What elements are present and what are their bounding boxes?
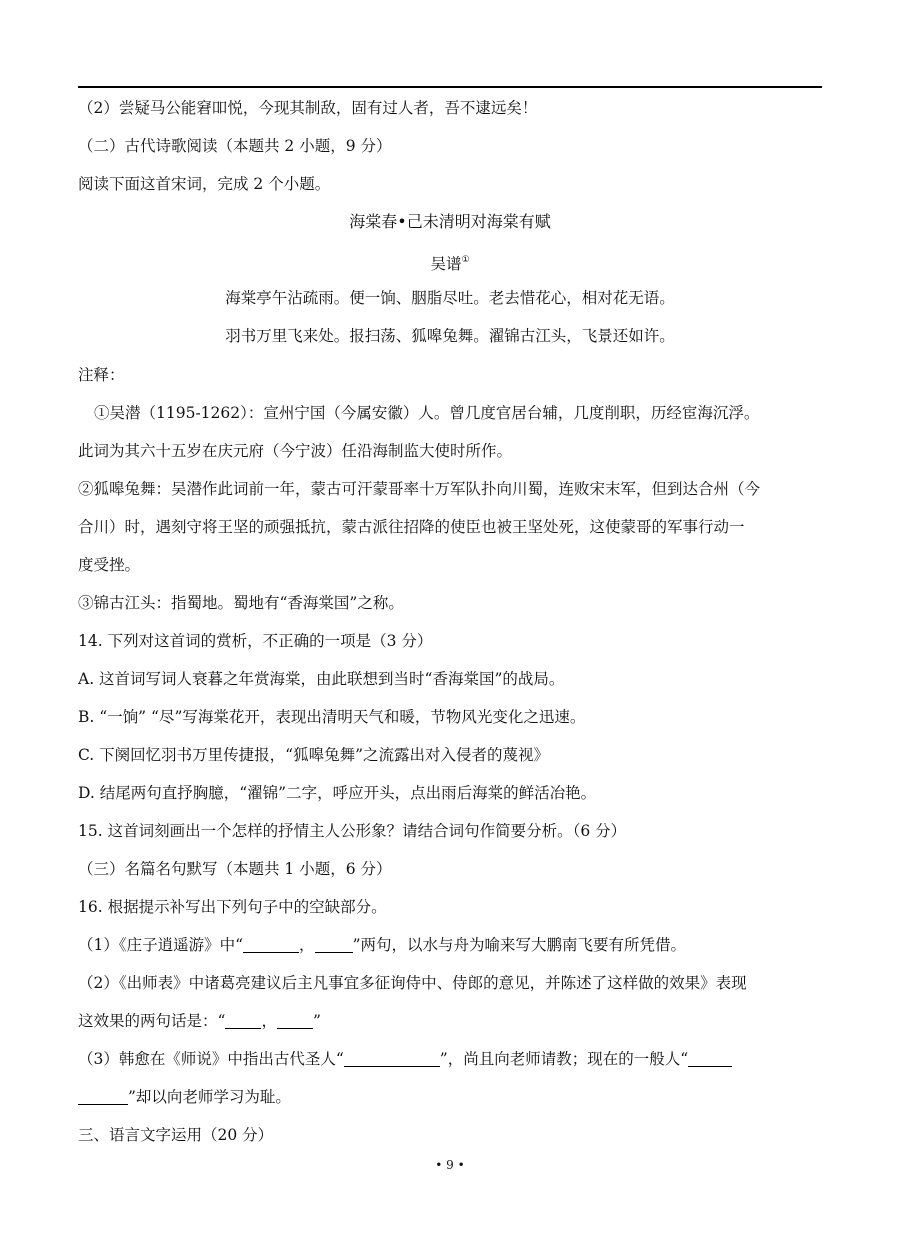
q16-part-1 [78,934,824,956]
q16-part-3 [78,1048,824,1070]
note-2: ②狐嗥兔舞：吴潜作此词前一年，蒙古可汗蒙哥率十万军队扑向川蜀，连败宋末军，但到达合州（今 [78,480,761,498]
text-line: （2）尝疑马公能窘吅悦，今现其制敌，固有过人者，吾不逮远矣！ [78,99,538,117]
poem-author [0,249,900,275]
instruction: 阅读下面这首宋词，完成 2 个小题。 [78,175,331,193]
q16-part-2-cont [78,1010,824,1032]
poem-line-2: 羽书万里飞来处。报扫荡、狐嗥兔舞。濯锦古江头，飞景还如许。 [225,327,675,345]
section-heading: （三）名篇名句默写（本题共 1 小题，6 分） [78,860,392,878]
option-b: B. “一饷” “尽”写海棠花开，表现出清明天气和暖，节物风光变化之迅速。 [78,708,586,726]
option-d: D. 结尾两句直抒胸臆，“濯锦”二字，呼应开头，点出雨后海棠的鲜活冶艳。 [78,784,597,802]
poem-line-1: 海棠亭午沾疏雨。便一饷、胭脂尽吐。老去惜花心，相对花无语。 [225,289,675,307]
q16-3-text: ”，尚且向老师请教；现在的一般人“ [439,1050,689,1068]
q16-1-text: （1）《庄子逍遥游》中“ [78,936,244,954]
q16-part-3-cont [78,1086,824,1108]
note-2-cont: 合川）时，遇刻守将王坚的顽强抵抗，蒙古派往招降的使臣也被王坚处死，这使蒙哥的军事行动一 [78,518,745,536]
answer-blank [243,936,299,953]
note-1: ①吴潜（1195-1262）：宣州宁国（今属安徽）人。曾几度官居台辅，几度削职，历经宦海沉浮。 [94,404,760,422]
section-heading: （二）古代诗歌阅读（本题共 2 小题，9 分） [78,137,392,155]
q16-1-text: ”两句，以水与舟为喻来写大鹏南飞要有所凭借。 [352,936,686,954]
answer-blank [315,936,353,953]
poem-title: 海棠春•己未清明对海棠有赋 [349,212,551,231]
footnote-marker: ① [461,255,470,265]
option-c: C. 下阕回忆羽书万里传捷报，“狐嗥兔舞”之流露出对入侵者的蔑视》 [78,746,550,764]
q16-1-sep: ， [299,936,315,954]
page-number: • 9 • [435,1158,465,1172]
option-a: A. 这首词写词人衰暮之年赏海棠，由此联想到当时“香海棠国”的战局。 [78,670,565,688]
question-15: 15. 这首词刻画出一个怎样的抒情主人公形象？请结合词句作简要分析。（6 分） [78,822,627,840]
question-14: 14. 下列对这首词的赏析，不正确的一项是（3 分） [78,632,433,650]
question-16: 16. 根据提示补写出下列句子中的空缺部分。 [78,898,387,916]
answer-blank [688,1050,732,1067]
answer-blank [277,1012,313,1029]
section-heading: 三、语言文字运用（20 分） [78,1126,274,1144]
poem-author-name: 吴谱 [430,255,462,273]
answer-blank [344,1050,440,1067]
q16-part-2: （2）《出师表》中诸葛亮建议后主凡事宜多征询侍中、侍郎的意见，并陈述了这样做的效果》表现 [78,974,747,992]
q16-2-text: ” [312,1012,321,1030]
answer-blank [78,1088,128,1105]
q16-3-text: （3）韩愈在《师说》中指出古代圣人“ [78,1050,344,1068]
q16-3-text: ”却以向老师学习为耻。 [128,1088,291,1106]
note-3: ③锦古江头：指蜀地。蜀地有“香海棠国”之称。 [78,594,404,612]
answer-blank [225,1012,261,1029]
q16-2-sep: ， [261,1012,277,1030]
q16-2-text: 这效果的两句话是：“ [78,1012,226,1030]
notes-heading: 注释： [78,366,125,384]
top-rule [78,86,822,88]
note-2-end: 度受挫。 [78,556,141,574]
note-1-cont: 此词为其六十五岁在庆元府（今宁波）任沿海制监大使时所作。 [78,442,513,460]
